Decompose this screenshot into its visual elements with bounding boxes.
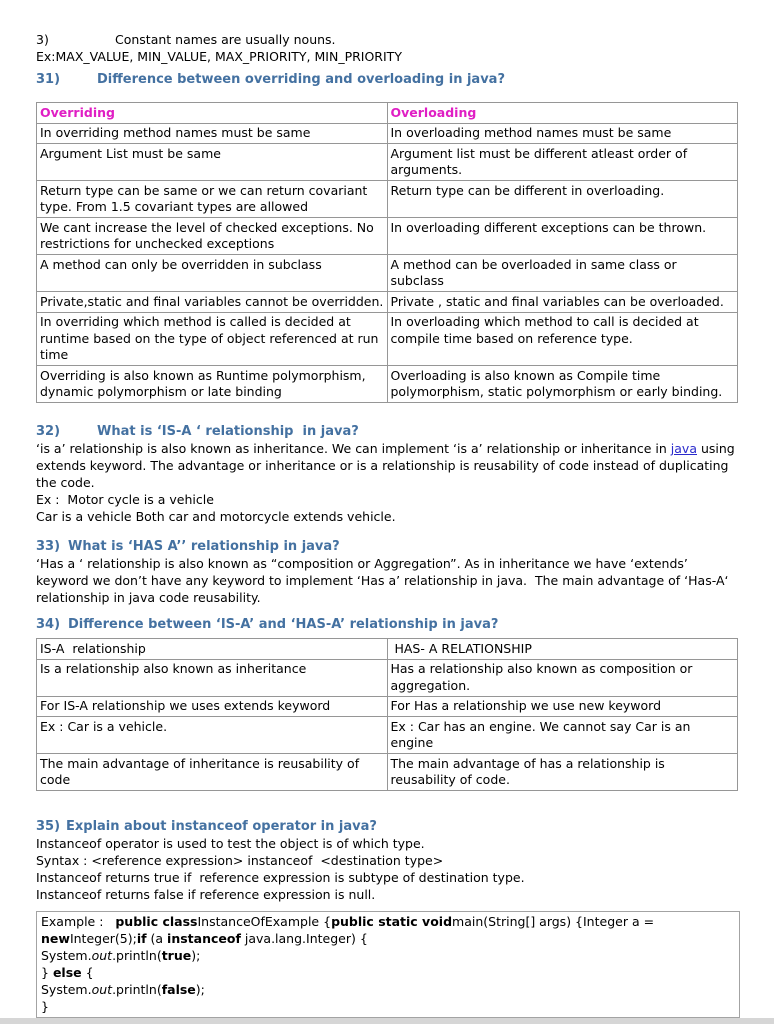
- text-segment: false: [161, 982, 196, 997]
- table-cell: Argument list must be different atleast order of arguments.: [387, 144, 738, 181]
- table-cell: For IS-A relationship we uses extends keyword: [37, 696, 388, 717]
- table-row: [37, 312, 738, 366]
- isa-header-cell: IS-A relationship: [37, 639, 388, 660]
- table-row: [37, 144, 738, 181]
- table-header-row: [37, 103, 738, 124]
- question-31-title: Difference between overriding and overloading in java?: [97, 72, 505, 87]
- table-cell: A method can be overloaded in same class or subclass: [387, 255, 738, 292]
- text-segment: Integer(5);: [69, 931, 137, 946]
- table-cell: In overloading different exceptions can be thrown.: [387, 218, 738, 255]
- table-cell: Overloading is also known as Compile time polymorphism, static polymorphism or early binding.: [387, 366, 738, 403]
- question-34-number: 34): [36, 617, 61, 632]
- question-31-number: 31): [36, 72, 61, 87]
- table-cell: In overriding method names must be same: [37, 123, 388, 144]
- text-segment: public class: [115, 914, 198, 929]
- code-line: [41, 964, 735, 981]
- text-segment: using extends keyword. The advantage or inheritance or is a relationship is reusability of code instead of duplicating the code.: [36, 441, 739, 490]
- table-header-row: [37, 639, 738, 660]
- text-segment: Example :: [41, 914, 116, 929]
- text-segment: ‘is a’ relationship is also known as inheritance. We can implement ‘is a’ relationship or inheritance in: [36, 441, 671, 456]
- text-segment: );: [195, 982, 205, 997]
- question-33-answer: ‘Has a ‘ relationship is also known as “composition or Aggregation”. As in inheritance we have ‘extends’ keyword we don’t have any keyword to implement ‘Has a’ relationship in java. The main advantage of ‘Has-A‘ relationship in java code reusability.: [36, 556, 733, 605]
- table-cell: Return type can be different in overloading.: [387, 181, 738, 218]
- table-cell: A method can only be overridden in subclass: [37, 255, 388, 292]
- question-32-number: 32): [36, 424, 61, 439]
- table-cell: We cant increase the level of checked exceptions. No restrictions for unchecked exceptions: [37, 218, 388, 255]
- text-segment: .println(: [112, 948, 162, 963]
- code-line: [41, 930, 735, 947]
- text-segment: }: [41, 965, 53, 980]
- table-cell: In overriding which method is called is decided at runtime based on the type of object referenced at run time: [37, 312, 388, 366]
- text-segment: InstanceOfExample {: [197, 914, 332, 929]
- question-32-heading: [36, 423, 740, 440]
- question-35-title: Explain about instanceof operator in java?: [66, 819, 377, 834]
- code-line: [41, 913, 735, 930]
- table-cell: Overriding is also known as Runtime polymorphism, dynamic polymorphism or late binding: [37, 366, 388, 403]
- table-row: [37, 696, 738, 717]
- java-hyperlink[interactable]: java: [670, 441, 697, 456]
- text-segment: else: [52, 965, 82, 980]
- table-cell: Return type can be same or we can return covariant type. From 1.5 covariant types are allowed: [37, 181, 388, 218]
- question-32-example-2: Car is a vehicle Both car and motorcycle extends vehicle.: [36, 509, 396, 524]
- table-cell: For Has a relationship we use new keyword: [387, 696, 738, 717]
- intro-text: Constant names are usually nouns.: [115, 32, 336, 47]
- question-35-number: 35): [36, 819, 61, 834]
- text-segment: out: [91, 948, 113, 963]
- question-33-number: 33): [36, 539, 61, 554]
- text-segment: instanceof: [167, 931, 241, 946]
- question-35-line-4: Instanceof returns false if reference expression is null.: [36, 887, 376, 902]
- isa-hasa-table: [36, 638, 738, 791]
- text-segment: true: [161, 948, 192, 963]
- table-cell: Is a relationship also known as inheritance: [37, 659, 388, 696]
- code-line: [41, 947, 735, 964]
- text-segment: {: [81, 965, 94, 980]
- text-segment: System.: [41, 948, 92, 963]
- table-cell: In overloading method names must be same: [387, 123, 738, 144]
- text-segment: if: [136, 931, 147, 946]
- question-35-line-1: Instanceof operator is used to test the object is of which type.: [36, 836, 425, 851]
- table-row: [37, 181, 738, 218]
- hasa-header-cell: HAS- A RELATIONSHIP: [387, 639, 738, 660]
- code-line: [41, 981, 735, 998]
- question-33-heading: [36, 538, 740, 555]
- table-row: [37, 123, 738, 144]
- text-segment: (a: [146, 931, 168, 946]
- text-segment: }: [41, 999, 49, 1014]
- table-cell: Private , static and final variables can be overloaded.: [387, 292, 738, 313]
- item-number: 3): [36, 32, 49, 47]
- table-row: [37, 255, 738, 292]
- question-32-example-1: Ex : Motor cycle is a vehicle: [36, 492, 214, 507]
- text-segment: out: [91, 982, 113, 997]
- text-segment: java.lang.Integer) {: [240, 931, 368, 946]
- intro-line-example-constants: Ex:MAX_VALUE, MIN_VALUE, MAX_PRIORITY, MIN_PRIORITY: [36, 49, 402, 64]
- question-32-title: What is ‘IS-A ‘ relationship in java?: [97, 424, 359, 439]
- text-segment: public static void: [331, 914, 453, 929]
- text-segment: );: [191, 948, 201, 963]
- table-cell: Argument List must be same: [37, 144, 388, 181]
- table-row: [37, 366, 738, 403]
- table-row: [37, 292, 738, 313]
- instanceof-code-example-box: [36, 911, 740, 1018]
- overriding-header-cell: Overriding: [37, 103, 388, 124]
- table-row: [37, 754, 738, 791]
- table-row: [37, 717, 738, 754]
- table-cell: Private,static and final variables cannot be overridden.: [37, 292, 388, 313]
- question-35-line-3: Instanceof returns true if reference expression is subtype of destination type.: [36, 870, 525, 885]
- code-line: [41, 998, 735, 1015]
- text-segment: new: [41, 931, 70, 946]
- question-31-heading: [36, 71, 740, 88]
- table-cell: Ex : Car has an engine. We cannot say Car is an engine: [387, 717, 738, 754]
- table-row: [37, 218, 738, 255]
- question-35-line-2: Syntax : <reference expression> instanceof <destination type>: [36, 853, 444, 868]
- table-cell: The main advantage of inheritance is reusability of code: [37, 754, 388, 791]
- intro-line-constant-names: [36, 31, 740, 48]
- overloading-header-cell: Overloading: [387, 103, 738, 124]
- table-cell: Has a relationship also known as composition or aggregation.: [387, 659, 738, 696]
- text-segment: main(String[] args) {Integer a =: [452, 914, 655, 929]
- table-cell: In overloading which method to call is decided at compile time based on reference type.: [387, 312, 738, 366]
- table-row: [37, 659, 738, 696]
- table-cell: Ex : Car is a vehicle.: [37, 717, 388, 754]
- page-bottom-edge: [0, 1018, 774, 1024]
- text-segment: .println(: [112, 982, 162, 997]
- question-32-answer: [36, 440, 740, 491]
- question-33-title: What is ‘HAS A’’ relationship in java?: [68, 539, 340, 554]
- question-34-heading: [36, 616, 740, 633]
- question-35-heading: [36, 818, 740, 835]
- text-segment: System.: [41, 982, 92, 997]
- overriding-overloading-table: [36, 102, 738, 403]
- question-34-title: Difference between ‘IS-A’ and ‘HAS-A’ relationship in java?: [68, 617, 499, 632]
- table-cell: The main advantage of has a relationship is reusability of code.: [387, 754, 738, 791]
